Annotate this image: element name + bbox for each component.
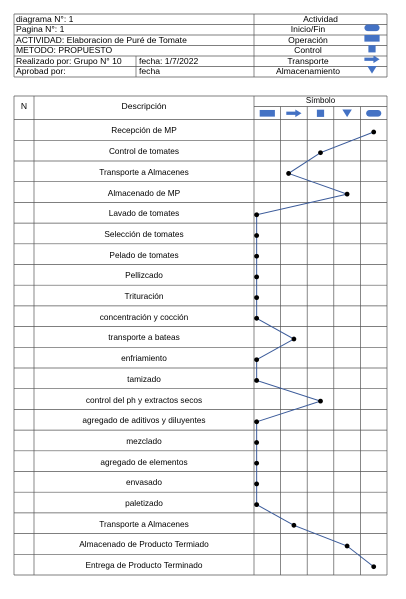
made-by-label: Realizado por: Grupo N° 10	[16, 56, 122, 66]
flow-point	[254, 461, 259, 466]
rectangle-icon	[260, 110, 275, 117]
col-n-header: N	[20, 100, 28, 111]
flow-point	[254, 212, 259, 217]
rounded-rect-icon	[366, 110, 381, 117]
step-description: Trituración	[124, 291, 164, 302]
flow-point	[254, 275, 259, 280]
flow-point	[286, 171, 291, 176]
step-description: control del ph y extractos secos	[85, 394, 203, 405]
diagram-number: diagrama N°: 1	[16, 14, 74, 24]
activity-label: ACTIVIDAD: Elaboracion de Puré de Tomate	[16, 35, 187, 45]
flow-point	[254, 378, 259, 383]
triangle-icon	[367, 66, 377, 74]
step-description: Almacenado de MP	[107, 187, 181, 198]
flow-line	[257, 132, 374, 567]
flow-point	[318, 399, 323, 404]
step-description: paletizado	[125, 498, 163, 509]
flow-point	[345, 192, 350, 197]
square-icon	[317, 110, 324, 117]
step-description: Selección de tomates	[104, 228, 184, 239]
approved-date-label: fecha	[139, 66, 161, 77]
legend-label-control: Control	[294, 45, 322, 56]
method-label: METODO: PROPUESTO	[16, 45, 113, 56]
flow-point	[254, 482, 259, 487]
flow-point	[371, 564, 376, 569]
legend-label-inicio-fin: Inicio/Fin	[290, 24, 326, 35]
step-description: Transporte a Almacenes	[99, 166, 189, 177]
step-description: agregado de elementos	[100, 456, 188, 467]
step-description: Pellizcado	[125, 270, 163, 281]
step-description: transporte a bateas	[108, 332, 180, 343]
step-description: tamizado	[127, 373, 161, 384]
step-description: Control de tomates	[108, 146, 180, 157]
flow-point	[254, 316, 259, 321]
flow-point	[318, 150, 323, 155]
flow-point	[254, 357, 259, 362]
flow-point	[371, 130, 376, 135]
flow-point	[292, 337, 297, 342]
flow-point	[254, 502, 259, 507]
flow-point	[254, 295, 259, 300]
step-description: Almacenado de Producto Termiado	[79, 539, 209, 550]
flow-point	[292, 523, 297, 528]
step-description: agregado de aditivos y diluyentes	[82, 415, 206, 426]
step-description: envasado	[126, 477, 162, 488]
step-description: Pelado de tomates	[109, 249, 179, 260]
legend-label-transporte: Transporte	[287, 56, 329, 66]
flow-point	[254, 419, 259, 424]
legend-label-operacion: Operación	[288, 35, 328, 45]
col-simbolo-header: Símbolo	[305, 96, 336, 105]
step-description: Entrega de Producto Terminado	[85, 560, 203, 571]
step-description: enfriamiento	[121, 353, 167, 364]
arrow-icon	[286, 110, 301, 118]
made-date-label: fecha: 1/7/2022	[139, 56, 199, 66]
flow-point	[254, 233, 259, 238]
approved-by-label: Aprobad por:	[16, 66, 66, 77]
flow-point	[345, 544, 350, 549]
flow-point	[254, 254, 259, 259]
arrow-icon	[364, 56, 379, 64]
step-description: Lavado de tomates	[108, 208, 180, 219]
legend-label-almacenamiento: Almacenamiento	[275, 66, 340, 77]
legend-title: Actividad	[303, 14, 338, 24]
step-description: Transporte a Almacenes	[99, 518, 189, 529]
step-description: concentración y cocción	[99, 311, 189, 322]
triangle-icon	[342, 110, 352, 118]
rectangle-icon	[364, 35, 379, 42]
square-icon	[368, 45, 375, 52]
flow-point	[254, 440, 259, 445]
page-number: Pagina N°: 1	[16, 24, 65, 35]
col-desc-header: Descripción	[121, 100, 167, 111]
step-description: Recepción de MP	[111, 125, 177, 136]
rounded-rect-icon	[364, 24, 379, 31]
step-description: mezclado	[126, 435, 162, 446]
